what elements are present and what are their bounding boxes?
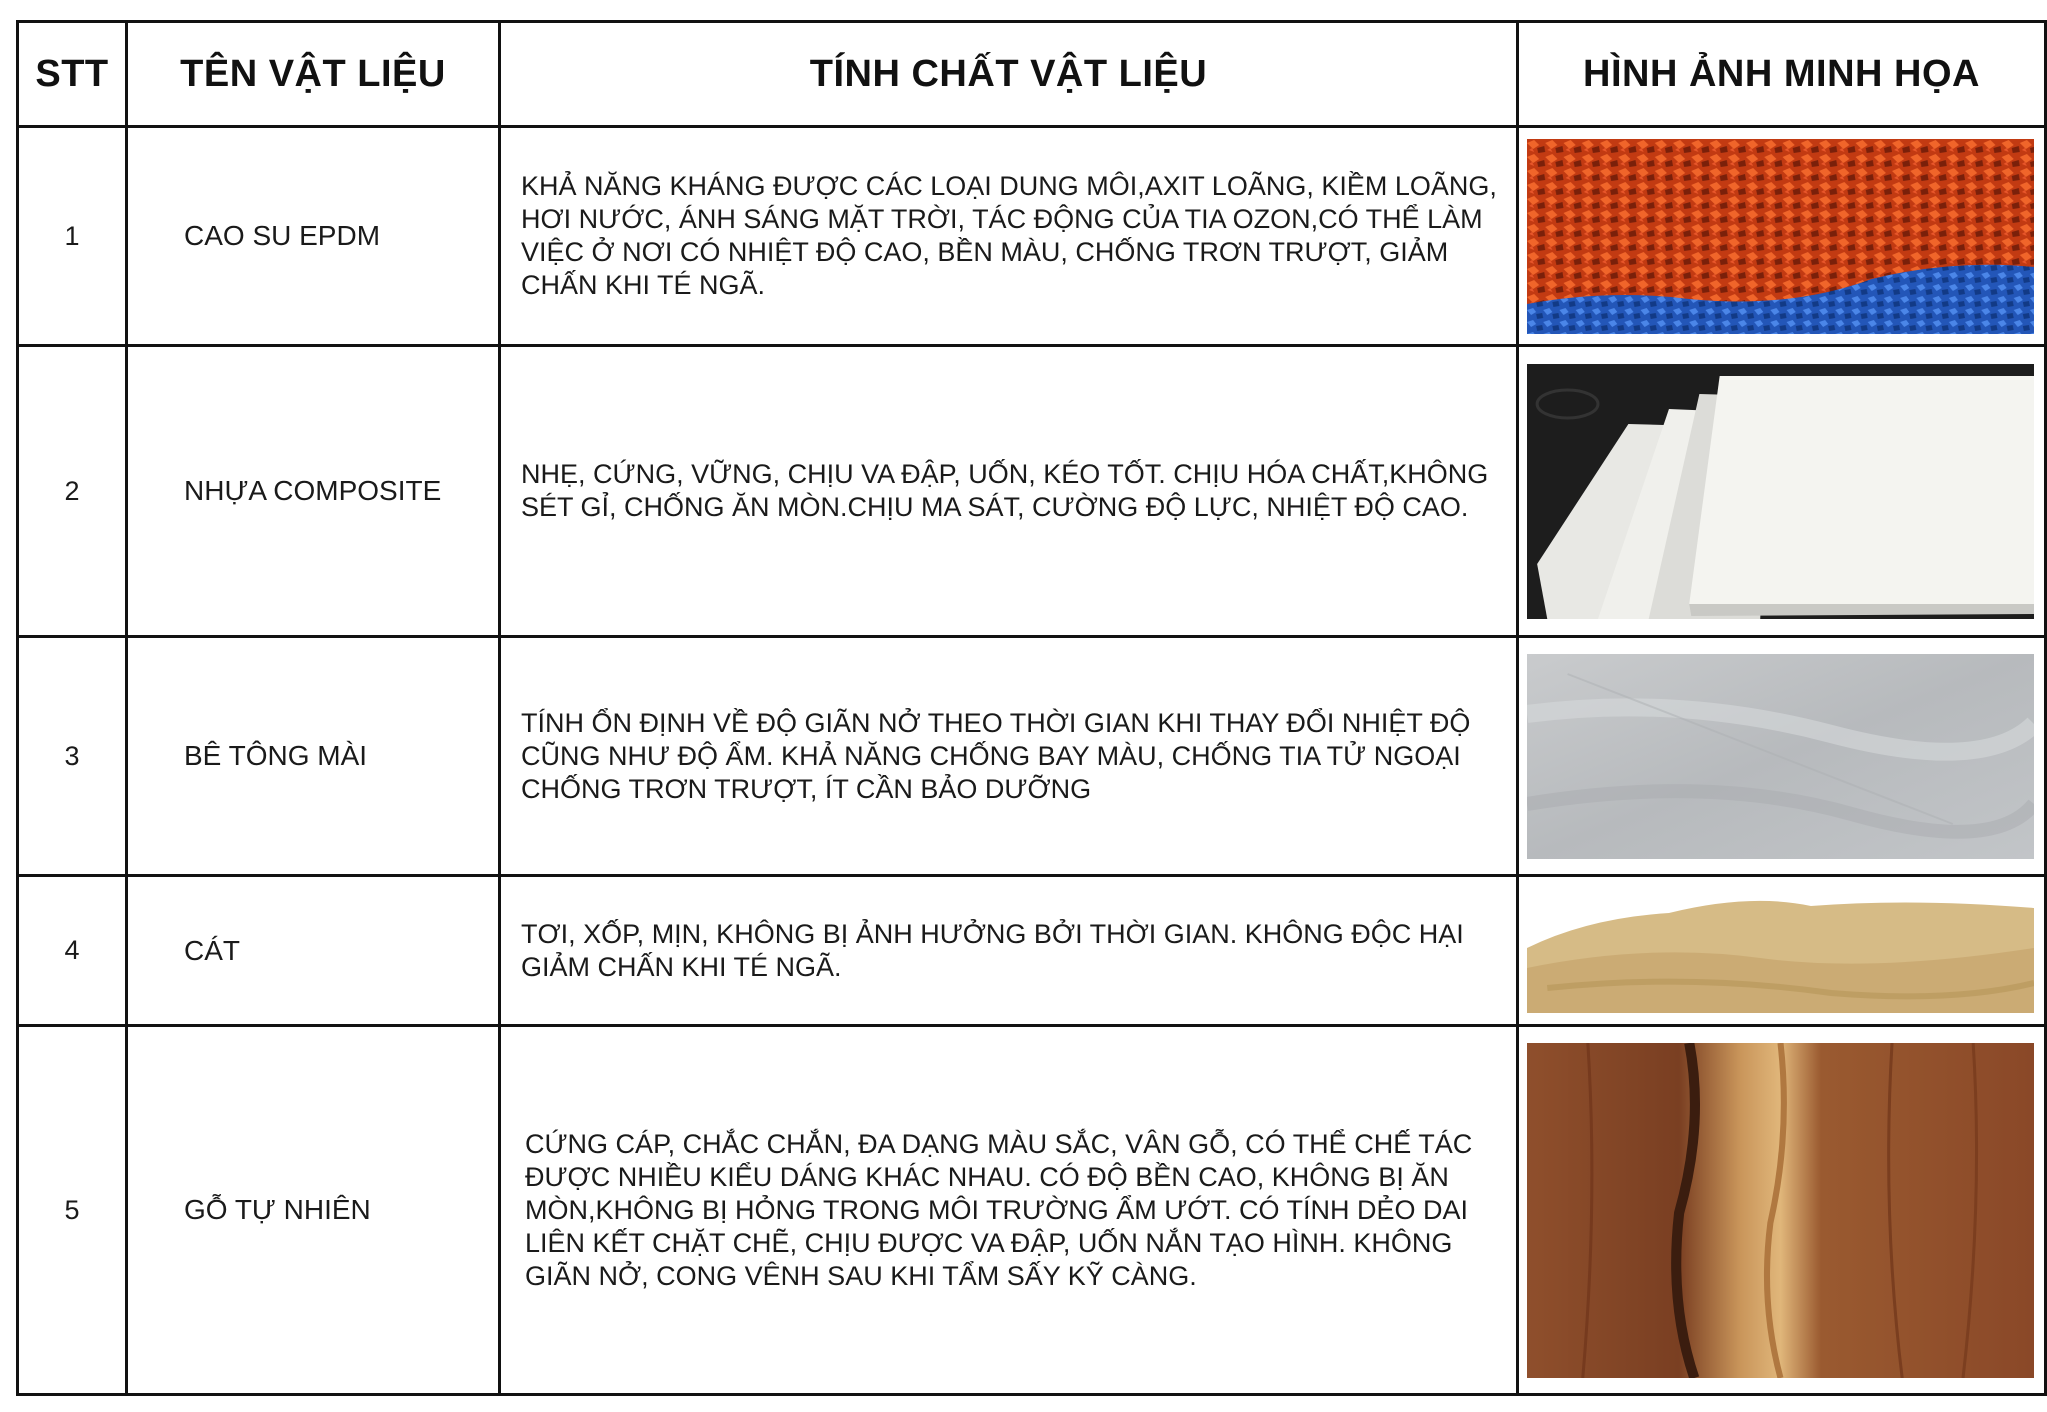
row-material-properties xyxy=(500,1026,1518,1395)
epdm-rubber-granules-photo xyxy=(1527,139,2034,334)
header-illustration: HÌNH ẢNH MINH HỌA xyxy=(1518,22,2046,127)
table-row xyxy=(18,127,2046,346)
header-stt: STT xyxy=(18,22,127,127)
row-material-name: GỖ TỰ NHIÊN xyxy=(127,1026,500,1395)
row-stt: 4 xyxy=(18,876,127,1026)
row-material-properties xyxy=(500,876,1518,1026)
table-row xyxy=(18,637,2046,876)
properties-text: TƠI, XỐP, MỊN, KHÔNG BỊ ẢNH HƯỞNG BỞI THỜI GIAN. KHÔNG ĐỘC HẠI GIẢM CHẤN KHI TÉ NGÃ. xyxy=(521,918,1464,982)
row-illustration-cell xyxy=(1518,346,2046,637)
properties-text: KHẢ NĂNG KHÁNG ĐƯỢC CÁC LOẠI DUNG MÔI,AXIT LOÃNG, KIỀM LOÃNG, HƠI NƯỚC, ÁNH SÁNG MẶT TRỜI, TÁC ĐỘNG CỦA TIA OZON,CÓ THỂ LÀM VIỆC Ở NƠI CÓ NHIỆT ĐỘ CAO, BỀN MÀU, CHỐNG TRƠN TRƯỢT, GIẢM CHẤN KHI TÉ NGÃ. xyxy=(521,171,1497,300)
row-material-name: CAO SU EPDM xyxy=(127,127,500,346)
properties-text: NHẸ, CỨNG, VỮNG, CHỊU VA ĐẬP, UỐN, KÉO TỐT. CHỊU HÓA CHẤT,KHÔNG SÉT GỈ, CHỐNG ĂN MÒN.CHỊU MA SÁT, CƯỜNG ĐỘ LỰC, NHIỆT ĐỘ CAO. xyxy=(521,459,1489,522)
polished-concrete-photo xyxy=(1527,654,2034,859)
row-stt: 5 xyxy=(18,1026,127,1395)
composite-boards-photo xyxy=(1527,364,2034,619)
row-material-properties xyxy=(500,637,1518,876)
table-row xyxy=(18,876,2046,1026)
natural-wood-photo xyxy=(1527,1043,2034,1378)
row-stt: 2 xyxy=(18,346,127,637)
row-illustration-cell xyxy=(1518,1026,2046,1395)
properties-text: TÍNH ỔN ĐỊNH VỀ ĐỘ GIÃN NỞ THEO THỜI GIAN KHI THAY ĐỔI NHIỆT ĐỘ CŨNG NHƯ ĐỘ ẨM. KHẢ NĂNG CHỐNG BAY MÀU, CHỐNG TIA TỬ NGOẠI CHỐNG TRƠN TRƯỢT, ÍT CẦN BẢO DƯỠNG xyxy=(521,707,1471,804)
row-material-properties xyxy=(500,127,1518,346)
row-material-name: CÁT xyxy=(127,876,500,1026)
table-row xyxy=(18,1026,2046,1395)
row-illustration-cell xyxy=(1518,637,2046,876)
header-material-name: TÊN VẬT LIỆU xyxy=(127,22,500,127)
header-material-properties: TÍNH CHẤT VẬT LIỆU xyxy=(500,22,1518,127)
row-material-name: NHỰA COMPOSITE xyxy=(127,346,500,637)
row-material-properties xyxy=(500,346,1518,637)
row-stt: 1 xyxy=(18,127,127,346)
row-stt: 3 xyxy=(18,637,127,876)
properties-text: CỨNG CÁP, CHẮC CHẮN, ĐA DẠNG MÀU SẮC, VÂN GỖ, CÓ THỂ CHẾ TÁC ĐƯỢC NHIỀU KIỂU DÁNG KHÁC NHAU. CÓ ĐỘ BỀN CAO, KHÔNG BỊ ĂN MÒN,KHÔNG BỊ HỎNG TRONG MÔI TRƯỜNG ẨM ƯỚT. CÓ TÍNH DẺO DAI LIÊN KẾT CHẶT CHẼ, CHỊU ĐƯỢC VA ĐẬP, UỐN NẮN TẠO HÌNH. KHÔNG GIÃN NỞ, CONG VÊNH SAU KHI TẨM SẤY KỸ CÀNG. xyxy=(525,1128,1473,1291)
table-row xyxy=(18,346,2046,637)
row-material-name: BÊ TÔNG MÀI xyxy=(127,637,500,876)
row-illustration-cell xyxy=(1518,127,2046,346)
materials-table xyxy=(16,20,2047,1396)
sand-pile-photo xyxy=(1527,888,2034,1013)
row-illustration-cell xyxy=(1518,876,2046,1026)
table-header-row xyxy=(18,22,2046,127)
